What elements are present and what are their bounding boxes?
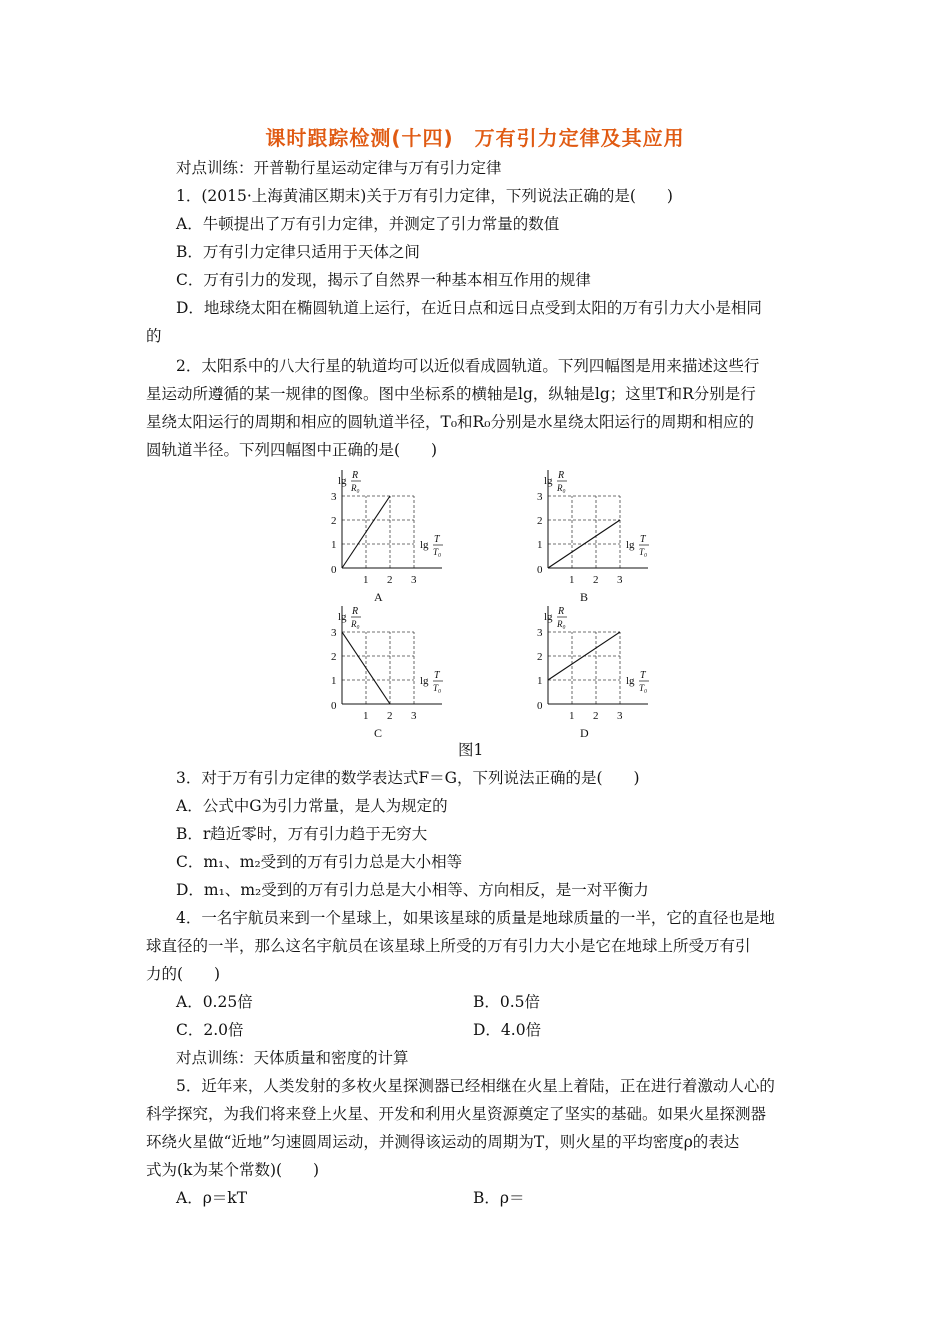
- panel-b-x-tick-label: 2: [593, 574, 599, 586]
- panel-a-y-axis-label-num: R: [352, 470, 359, 481]
- figure-graphs: [300, 460, 680, 745]
- panel-a-x-tick-label: 2: [387, 574, 393, 586]
- panel-d-x-tick-label: 3: [617, 710, 623, 722]
- figure-caption: 图1: [458, 741, 484, 759]
- panel-b-y-axis-label-num: R: [558, 470, 565, 481]
- panel-d-y-tick-label: 3: [537, 627, 543, 639]
- question-2-line-1: 2．太阳系中的八大行星的轨道均可以近似看成圆轨道。下列四幅图是用来描述这些行: [176, 357, 760, 375]
- question-3-option-a: A．公式中G为引力常量，是人为规定的: [176, 797, 448, 815]
- panel-c-x-tick-label: 2: [387, 710, 393, 722]
- panel-d-origin-label: 0: [537, 700, 543, 712]
- panel-b-x-tick-label: 1: [569, 574, 575, 586]
- question-4-line-3: 力的( ): [146, 965, 221, 983]
- question-1-option-d-cont: 的: [146, 327, 162, 345]
- panel-d-label: D: [580, 726, 589, 740]
- panel-c-x-axis-label-den: T₀: [433, 683, 442, 693]
- question-1-option-c: C．万有引力的发现，揭示了自然界一种基本相互作用的规律: [176, 271, 591, 289]
- question-3-option-c: C．m₁、m₂受到的万有引力总是大小相等: [176, 853, 463, 871]
- question-5-option-a: A．ρ＝kT: [176, 1189, 248, 1207]
- panel-c-y-axis-label-num: R: [352, 606, 359, 617]
- panel-b-x-axis-label-num: T: [640, 534, 646, 545]
- panel-b-y-axis-label: lg: [544, 475, 553, 487]
- panel-c-y-tick-label: 2: [331, 651, 337, 663]
- question-4-option-a: A．0.25倍: [176, 993, 253, 1011]
- panel-b-y-tick-label: 2: [537, 515, 543, 527]
- panel-a-x-tick-label: 1: [363, 574, 369, 586]
- panel-a-x-axis-label: lg: [420, 539, 429, 551]
- panel-b-x-axis-label-den: T₀: [639, 547, 648, 557]
- panel-a-y-tick-label: 3: [331, 491, 337, 503]
- panel-b-y-tick-label: 1: [537, 539, 543, 551]
- panel-d-x-axis-label-den: T₀: [639, 683, 648, 693]
- section-heading: 对点训练：开普勒行星运动定律与万有引力定律: [176, 159, 502, 177]
- panel-c-y-tick-label: 3: [331, 627, 337, 639]
- question-4-line-1: 4．一名宇航员来到一个星球上，如果该星球的质量是地球质量的一半，它的直径也是地: [176, 909, 775, 927]
- question-3-option-d: D．m₁、m₂受到的万有引力总是大小相等、方向相反，是一对平衡力: [176, 881, 649, 899]
- panel-c-origin-label: 0: [331, 700, 337, 712]
- panel-a-y-tick-label: 1: [331, 539, 337, 551]
- question-4-option-c: C．2.0倍: [176, 1021, 244, 1039]
- question-1-option-b: B．万有引力定律只适用于天体之间: [176, 243, 420, 261]
- question-2-line-2: 星运动所遵循的某一规律的图像。图中坐标系的横轴是lg，纵轴是lg；这里T和R分别是行: [146, 385, 756, 403]
- panel-a-x-tick-label: 3: [411, 574, 417, 586]
- panel-d-x-tick-label: 2: [593, 710, 599, 722]
- question-4-line-2: 球直径的一半，那么这名宇航员在该星球上所受的万有引力大小是它在地球上所受万有引: [146, 937, 751, 955]
- panel-c-x-tick-label: 1: [363, 710, 369, 722]
- panel-b-y-tick-label: 3: [537, 491, 543, 503]
- panel-a-origin-label: 0: [331, 564, 337, 576]
- panel-a-label: A: [374, 590, 383, 604]
- panel-c-x-axis-label-num: T: [434, 670, 440, 681]
- panel-c-label: C: [374, 726, 383, 740]
- panel-c-y-axis-label-den: R₀: [351, 619, 360, 629]
- panel-b-x-tick-label: 3: [617, 574, 623, 586]
- panel-d-y-axis-label-num: R: [558, 606, 565, 617]
- question-4-option-b: B．0.5倍: [473, 993, 541, 1011]
- question-5-line-4: 式为(k为某个常数)( ): [146, 1161, 320, 1179]
- panel-a-y-tick-label: 2: [331, 515, 337, 527]
- question-2-line-3: 星绕太阳运行的周期和相应的圆轨道半径，T₀和R₀分别是水星绕太阳运行的周期和相应的: [146, 413, 754, 431]
- panel-b-x-axis-label: lg: [626, 539, 635, 551]
- page-title: 课时跟踪检测(十四) 万有引力定律及其应用: [265, 126, 685, 150]
- panel-b-label: B: [580, 590, 589, 604]
- question-3-option-b: B．r趋近零时，万有引力趋于无穷大: [176, 825, 428, 843]
- panel-d-y-axis-label-den: R₀: [557, 619, 566, 629]
- panel-d-y-tick-label: 2: [537, 651, 543, 663]
- panel-d-y-tick-label: 1: [537, 675, 543, 687]
- panel-a-y-axis-label: lg: [338, 475, 347, 487]
- question-1-stem: 1．(2015·上海黄浦区期末)关于万有引力定律，下列说法正确的是( ): [176, 187, 673, 205]
- question-5-line-2: 科学探究，为我们将来登上火星、开发和利用火星资源奠定了坚实的基础。如果火星探测器: [146, 1105, 767, 1123]
- panel-c-x-axis-label: lg: [420, 675, 429, 687]
- panel-c-y-axis-label: lg: [338, 611, 347, 623]
- panel-d-x-axis-label: lg: [626, 675, 635, 687]
- question-5-line-3: 环绕火星做“近地”匀速圆周运动，并测得该运动的周期为T，则火星的平均密度ρ的表达: [146, 1133, 740, 1151]
- panel-d-x-axis-label-num: T: [640, 670, 646, 681]
- panel-d-x-tick-label: 1: [569, 710, 575, 722]
- panel-b-origin-label: 0: [537, 564, 543, 576]
- question-1-option-d: D．地球绕太阳在椭圆轨道上运行，在近日点和远日点受到太阳的万有引力大小是相同: [176, 299, 762, 317]
- question-3-stem: 3．对于万有引力定律的数学表达式F＝G，下列说法正确的是( ): [176, 769, 640, 787]
- question-5-option-b: B．ρ＝: [473, 1189, 525, 1207]
- section-heading: 对点训练：天体质量和密度的计算: [176, 1049, 409, 1067]
- panel-c-x-tick-label: 3: [411, 710, 417, 722]
- question-5-line-1: 5．近年来，人类发射的多枚火星探测器已经相继在火星上着陆，正在进行着激动人心的: [176, 1077, 775, 1095]
- panel-b-y-axis-label-den: R₀: [557, 483, 566, 493]
- panel-d-y-axis-label: lg: [544, 611, 553, 623]
- panel-a-y-axis-label-den: R₀: [351, 483, 360, 493]
- panel-a-x-axis-label-num: T: [434, 534, 440, 545]
- question-2-line-4: 圆轨道半径。下列四幅图中正确的是( ): [146, 441, 438, 459]
- question-1-option-a: A．牛顿提出了万有引力定律，并测定了引力常量的数值: [176, 215, 560, 233]
- panel-a-x-axis-label-den: T₀: [433, 547, 442, 557]
- question-4-option-d: D．4.0倍: [473, 1021, 542, 1039]
- panel-c-y-tick-label: 1: [331, 675, 337, 687]
